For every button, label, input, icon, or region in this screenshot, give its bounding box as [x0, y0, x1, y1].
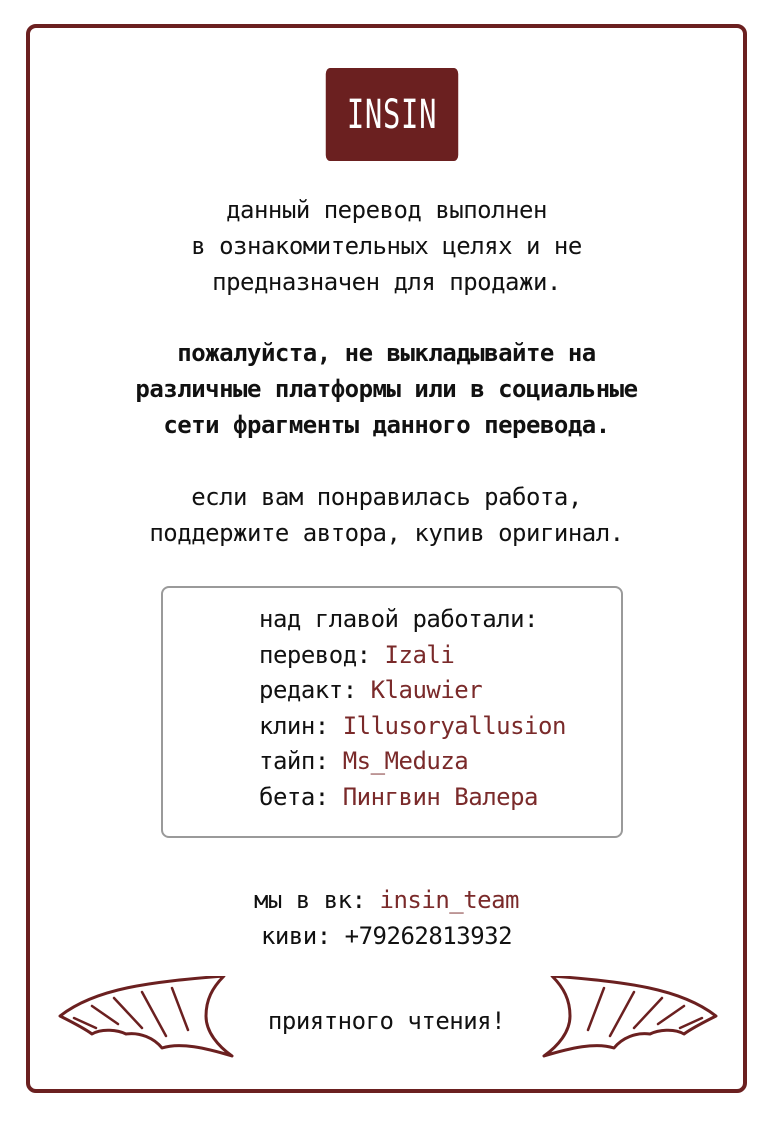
bat-wing-icon [540, 976, 720, 1058]
credit-row-beta [259, 780, 621, 816]
credit-role: редакт: [259, 676, 357, 704]
disclaimer-line: предназначен для продажи. [212, 268, 561, 296]
credit-name: Izali [384, 640, 455, 669]
support-line: поддержите автора, купив оригинал. [149, 519, 624, 547]
warning-line: различные платформы или в социальные [135, 375, 638, 403]
credits-box [161, 586, 623, 838]
vk-link[interactable]: insin_team [379, 886, 520, 914]
support-text [30, 479, 743, 551]
warning-text [30, 335, 743, 443]
disclaimer-text [30, 192, 743, 300]
support-line: если вам понравилась работа, [191, 483, 582, 511]
warning-line: сети фрагменты данного перевода. [163, 411, 610, 439]
credit-role: перевод: [259, 640, 371, 669]
page-frame [26, 24, 747, 1093]
credit-name: Пингвин Валера [342, 782, 538, 811]
warning-line: пожалуйста, не выкладывайте на [177, 339, 596, 367]
credit-row-typesetter [259, 744, 621, 780]
credit-role: клин: [259, 711, 329, 740]
vk-label: мы в вк: [253, 886, 366, 914]
credit-name: Klauwier [370, 676, 483, 704]
credit-row-cleaner [259, 709, 621, 745]
credit-name: Illusoryallusion [342, 711, 566, 740]
disclaimer-line: в ознакомительных целях и не [191, 232, 582, 260]
credit-row-translation [259, 638, 621, 674]
disclaimer-line: данный перевод выполнен [226, 196, 547, 224]
qiwi-number: +79262813932 [344, 922, 513, 950]
credit-row-editor [259, 673, 621, 709]
logo-text: INSIN [346, 91, 438, 138]
insin-logo [326, 68, 458, 161]
credit-role: бета: [259, 782, 329, 811]
qiwi-contact [30, 918, 743, 954]
contacts [30, 882, 743, 954]
closing-text: приятного чтения! [267, 1007, 506, 1035]
qiwi-label: киви: [260, 922, 331, 950]
credit-name: Ms_Meduza [342, 747, 469, 775]
credit-role: тайп: [259, 747, 329, 775]
vk-contact [30, 882, 743, 918]
credits-heading: над главой работали: [259, 605, 538, 633]
